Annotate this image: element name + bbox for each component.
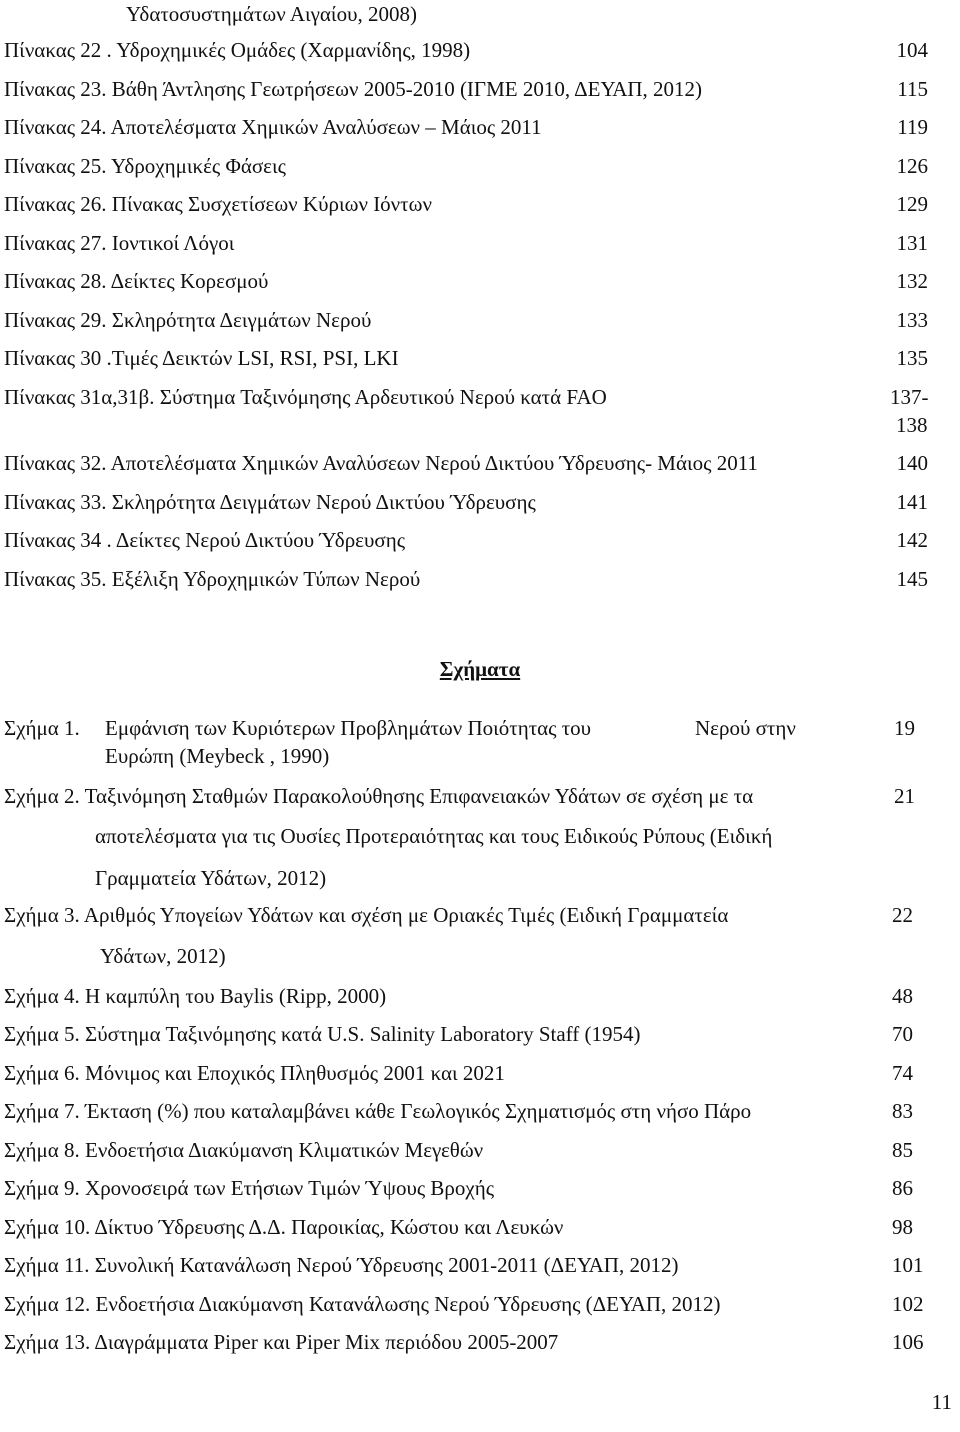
fig-entry-page: 102: [892, 1292, 924, 1316]
fig-entry-text-cont: Υδάτων, 2012): [100, 944, 226, 968]
toc-entry-label: Πίνακας 24. Αποτελέσματα Χημικών Αναλύσεων – Μάιος 2011: [4, 115, 542, 139]
fig-entry-label: Σχήμα 13. Διαγράμματα Piper και Piper Mix περιόδου 2005-2007: [4, 1330, 559, 1354]
toc-entry-label: Πίνακας 22 . Υδροχημικές Ομάδες (Χαρμανίδης, 1998): [4, 38, 471, 62]
toc-entry-label: Πίνακας 35. Εξέλιξη Υδροχημικών Τύπων Νερού: [4, 567, 421, 591]
fig-entry-page: 21: [894, 784, 915, 808]
toc-entry-page: 119: [897, 115, 928, 139]
toc-entry-label: Πίνακας 26. Πίνακας Συσχετίσεων Κύριων Ιόντων: [4, 192, 432, 216]
fig-entry-label: Σχήμα 8. Ενδοετήσια Διακύμανση Κλιματικών Μεγεθών: [4, 1138, 484, 1162]
fig-entry-page: 86: [892, 1176, 913, 1200]
fig-entry-number: Σχήμα 1.: [4, 716, 80, 740]
toc-entry-page: 126: [896, 154, 928, 178]
fig-entry-page: 70: [892, 1022, 913, 1046]
fig-entry-label: Σχήμα 6. Μόνιμος και Εποχικός Πληθυσμός 2001 και 2021: [4, 1061, 505, 1085]
page-number: 11: [931, 1390, 952, 1414]
toc-entry-label: Πίνακας 32. Αποτελέσματα Χημικών Αναλύσεων Νερού Δικτύου Ύδρευσης- Μάιος 2011: [4, 451, 758, 475]
fig-entry-text: Εμφάνιση των Κυριότερων Προβλημάτων Ποιότητας του: [105, 716, 592, 740]
toc-entry-label: Πίνακας 27. Ιοντικοί Λόγοι: [4, 231, 235, 255]
toc-entry-label: Πίνακας 23. Βάθη Άντλησης Γεωτρήσεων 2005-2010 (ΙΓΜΕ 2010, ΔΕΥΑΠ, 2012): [4, 77, 703, 101]
fig-entry-text: Νερού στην: [695, 716, 796, 740]
fig-entry-page: 22: [892, 903, 913, 927]
toc-entry-page: 137-: [890, 385, 929, 409]
toc-entry-page: 132: [896, 269, 928, 293]
fig-entry-page: 48: [892, 984, 913, 1008]
fig-entry-text-cont: Γραμματεία Υδάτων, 2012): [95, 866, 327, 890]
fig-entry-page: 74: [892, 1061, 913, 1085]
fig-entry-page: 83: [892, 1099, 913, 1123]
toc-entry-page: 141: [896, 490, 928, 514]
toc-entry-label: Πίνακας 25. Υδροχημικές Φάσεις: [4, 154, 286, 178]
toc-entry-label: Πίνακας 33. Σκληρότητα Δειγμάτων Νερού Δικτύου Ύδρευσης: [4, 490, 536, 514]
toc-entry-page: 142: [896, 528, 928, 552]
fig-entry-page: 101: [892, 1253, 924, 1277]
toc-entry-label: Πίνακας 30 .Τιμές Δεικτών LSI, RSI, PSI, LKI: [4, 346, 399, 370]
fig-entry-page: 85: [892, 1138, 913, 1162]
fig-entry-label: Σχήμα 3. Αριθμός Υπογείων Υδάτων και σχέση με Οριακές Τιμές (Ειδική Γραμματεία: [4, 903, 729, 927]
fig-entry-label: Σχήμα 2. Ταξινόμηση Σταθμών Παρακολούθησης Επιφανειακών Υδάτων σε σχέση με τα: [4, 784, 754, 808]
fig-entry-label: Σχήμα 10. Δίκτυο Ύδρευσης Δ.Δ. Παροικίας, Κώστου και Λευκών: [4, 1215, 564, 1239]
toc-entry-page: 115: [897, 77, 928, 101]
toc-entry-label: Πίνακας 34 . Δείκτες Νερού Δικτύου Ύδρευσης: [4, 528, 406, 552]
fig-entry-text-cont: αποτελέσματα για τις Ουσίες Προτεραιότητας και τους Ειδικούς Ρύπους (Ειδική: [95, 824, 773, 848]
toc-entry-page: 140: [896, 451, 928, 475]
fig-entry-page: 19: [894, 716, 915, 740]
toc-entry-page-cont: 138: [896, 413, 928, 437]
toc-entry-page: 131: [896, 231, 928, 255]
toc-entry-label: Πίνακας 29. Σκληρότητα Δειγμάτων Νερού: [4, 308, 372, 332]
fig-entry-label: Σχήμα 9. Χρονοσειρά των Ετήσιων Τιμών Ύψους Βροχής: [4, 1176, 495, 1200]
figures-heading: Σχήματα: [439, 657, 521, 681]
fig-entry-label: Σχήμα 4. Η καμπύλη του Baylis (Ripp, 2000): [4, 984, 387, 1008]
fig-entry-label: Σχήμα 11. Συνολική Κατανάλωση Νερού Ύδρευσης 2001-2011 (ΔΕΥΑΠ, 2012): [4, 1253, 679, 1277]
fig-entry-page: 98: [892, 1215, 913, 1239]
fig-entry-text-cont: Ευρώπη (Meybeck , 1990): [105, 744, 330, 768]
fig-entry-page: 106: [892, 1330, 924, 1354]
toc-entry-page: 135: [896, 346, 928, 370]
toc-entry-label: Πίνακας 28. Δείκτες Κορεσμού: [4, 269, 269, 293]
toc-entry-label: Πίνακας 31α,31β. Σύστημα Ταξινόμησης Αρδευτικού Νερού κατά FAO: [4, 385, 607, 409]
fig-entry-label: Σχήμα 12. Ενδοετήσια Διακύμανση Κατανάλωσης Νερού Ύδρευσης (ΔΕΥΑΠ, 2012): [4, 1292, 721, 1316]
toc-entry-page: 129: [896, 192, 928, 216]
toc-entry-page: 133: [896, 308, 928, 332]
toc-entry-page: 145: [896, 567, 928, 591]
fig-entry-label: Σχήμα 5. Σύστημα Ταξινόμησης κατά U.S. Salinity Laboratory Staff (1954): [4, 1022, 641, 1046]
fig-entry-label: Σχήμα 7. Έκταση (%) που καταλαμβάνει κάθε Γεωλογικός Σχηματισμός στη νήσο Πάρο: [4, 1099, 752, 1123]
continuation-line: Υδατοσυστημάτων Αιγαίου, 2008): [126, 2, 417, 26]
toc-entry-page: 104: [896, 38, 928, 62]
